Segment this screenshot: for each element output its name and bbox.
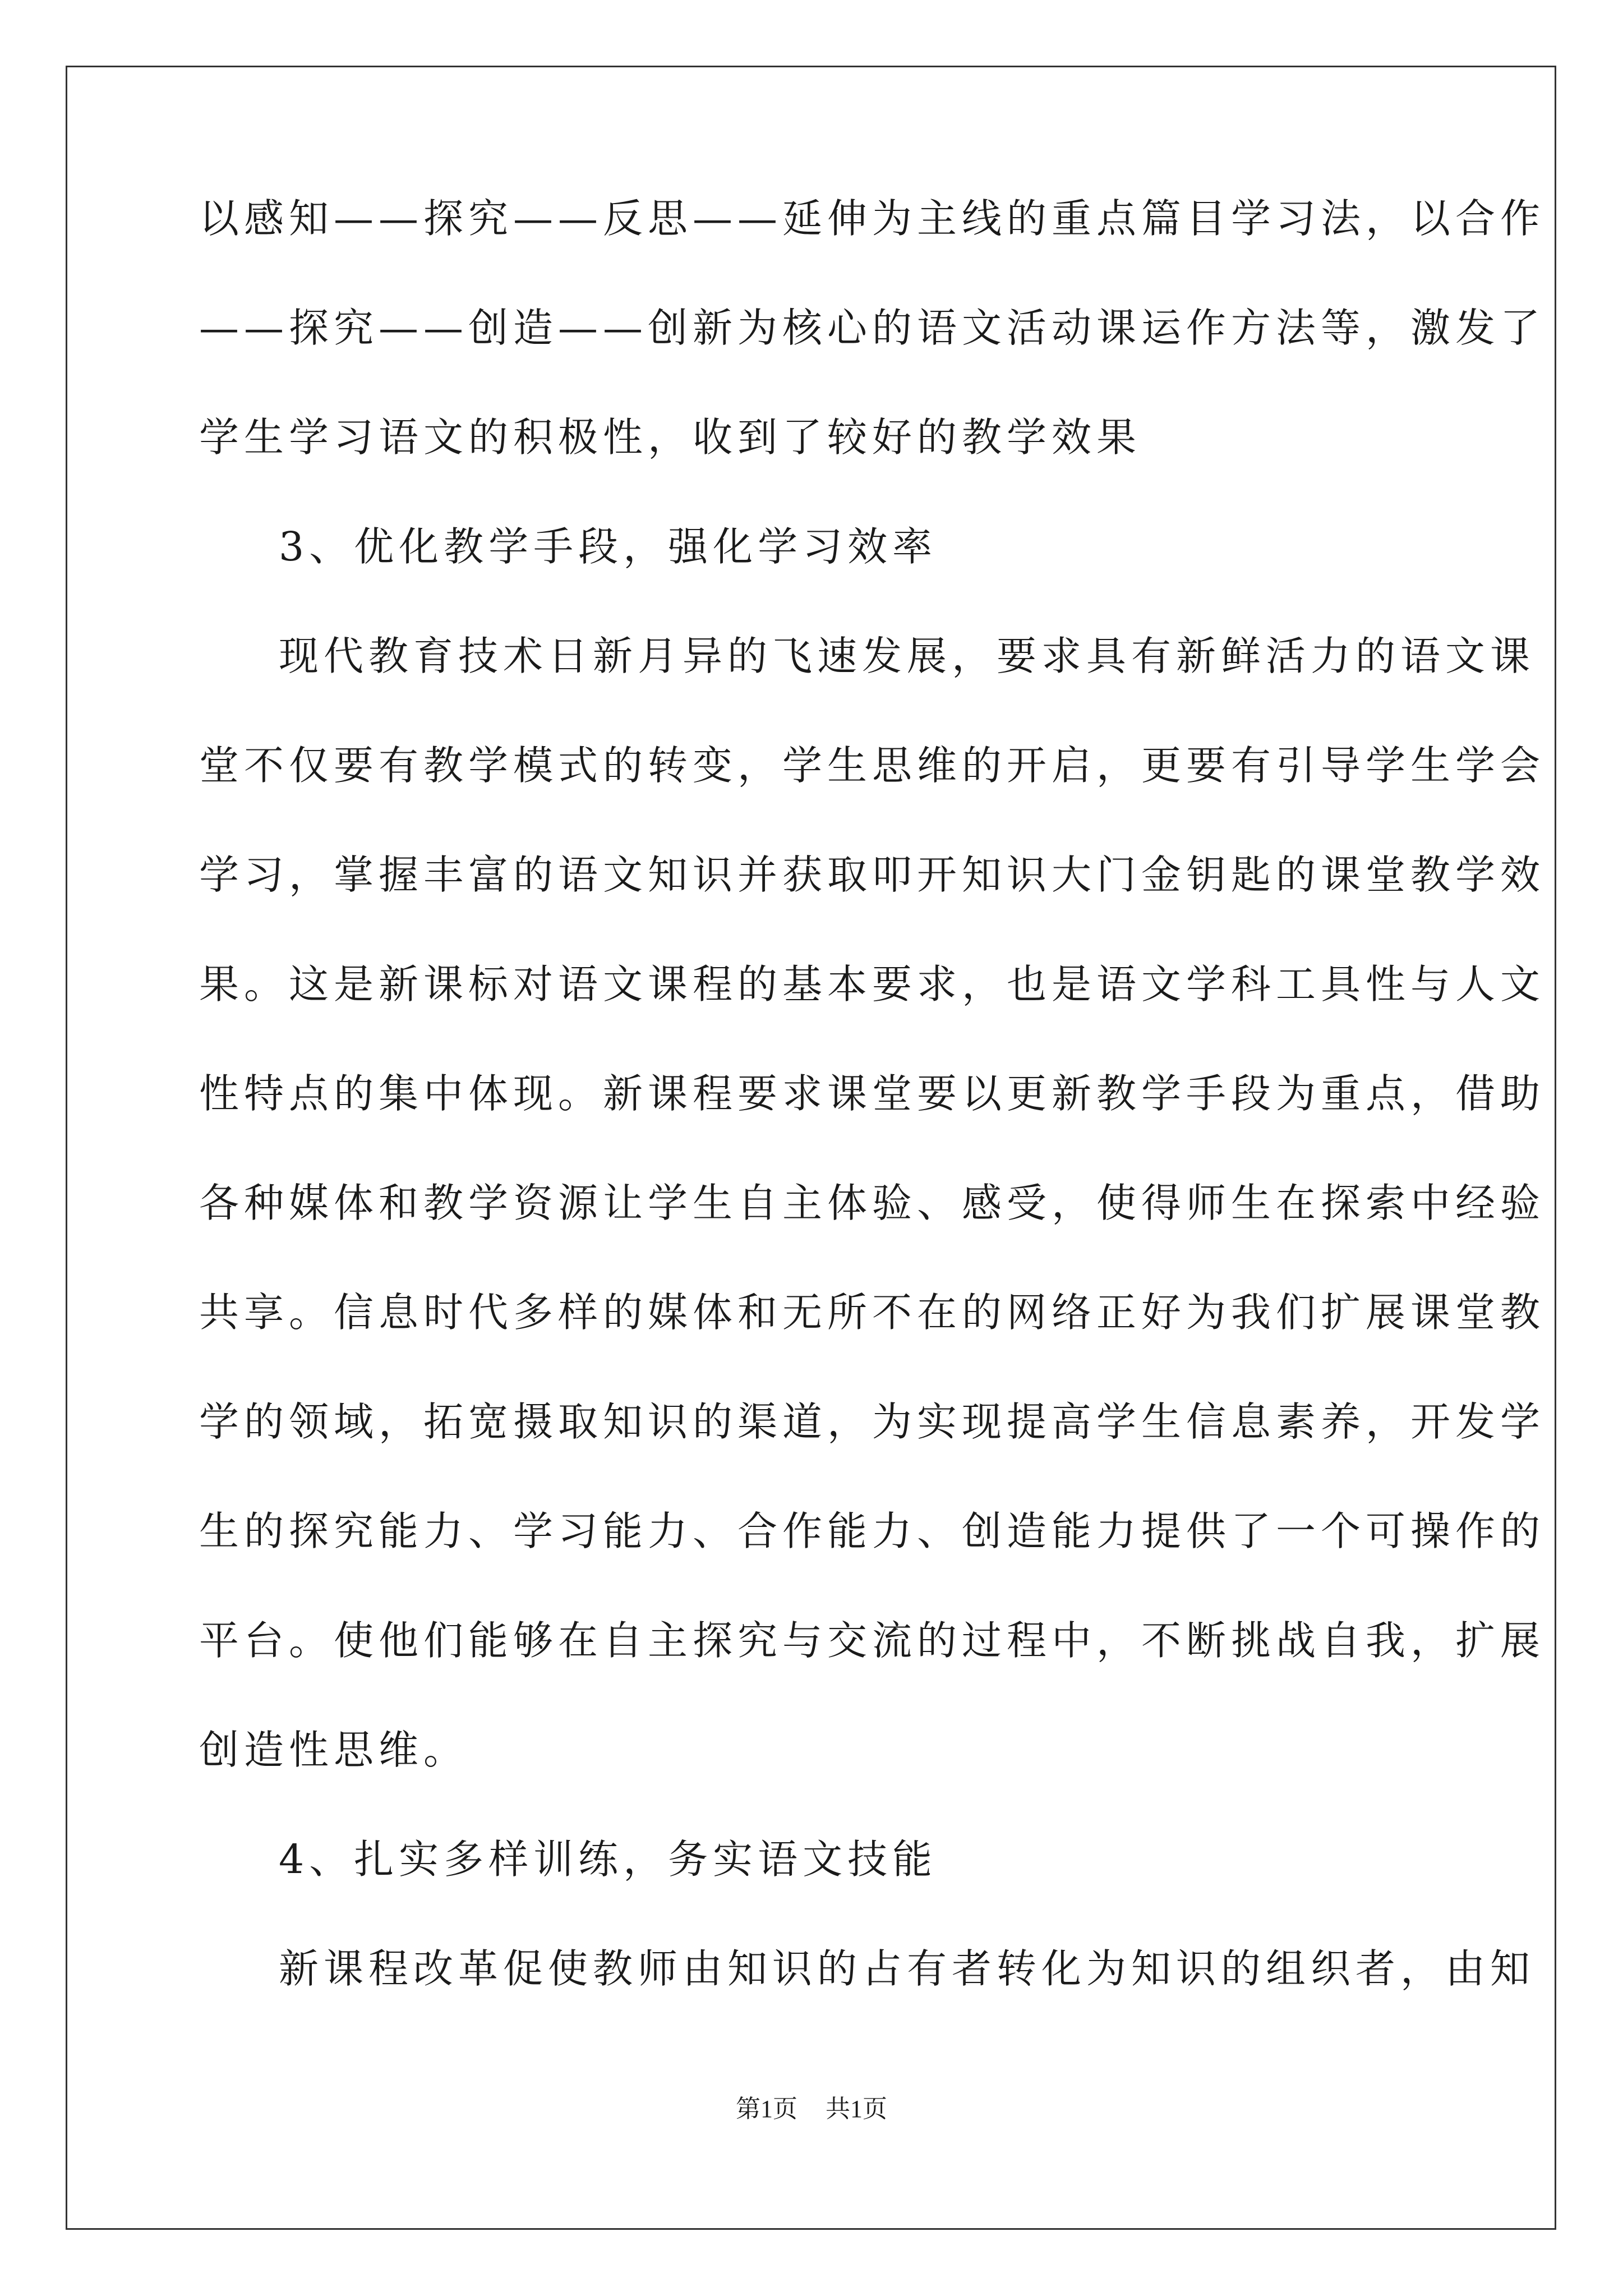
- page-number-total: 共1页: [826, 2095, 887, 2123]
- section-heading: 4、扎实多样训练，务实语文技能: [279, 1836, 938, 1883]
- text-line: 学的领域，拓宽摄取知识的渠道，为实现提高学生信息素养，开发学: [199, 1398, 1546, 1445]
- text-line: 共享。信息时代多样的媒体和无所不在的网络正好为我们扩展课堂教: [199, 1289, 1546, 1336]
- page-border: [66, 66, 1556, 2230]
- text-line: 堂不仅要有教学模式的转变，学生思维的开启，更要有引导学生学会: [199, 742, 1546, 789]
- text-line: 创造性思维。: [199, 1727, 469, 1773]
- text-line: 学生学习语文的积极性，收到了较好的教学效果: [199, 414, 1142, 461]
- text-line: 果。这是新课标对语文课程的基本要求，也是语文学科工具性与人文: [199, 961, 1546, 1007]
- text-line: 以感知——探究——反思——延伸为主线的重点篇目学习法，以合作: [199, 195, 1546, 242]
- page-footer: [0, 2092, 1623, 2126]
- text-line: ——探究——创造——创新为核心的语文活动课运作方法等，激发了: [199, 305, 1546, 351]
- page-number-current: 第1页: [736, 2095, 797, 2123]
- text-line: 生的探究能力、学习能力、合作能力、创造能力提供了一个可操作的: [199, 1508, 1546, 1554]
- text-line: 性特点的集中体现。新课程要求课堂要以更新教学手段为重点，借助: [199, 1070, 1546, 1117]
- text-line: 学习，掌握丰富的语文知识并获取叩开知识大门金钥匙的课堂教学效: [199, 852, 1546, 898]
- text-line: 各种媒体和教学资源让学生自主体验、感受，使得师生在探索中经验: [199, 1180, 1546, 1226]
- paragraph-start: 新课程改革促使教师由知识的占有者转化为知识的组织者，由知: [279, 1945, 1536, 1992]
- section-heading: 3、优化教学手段，强化学习效率: [279, 523, 938, 570]
- text-line: 平台。使他们能够在自主探究与交流的过程中，不断挑战自我，扩展: [199, 1617, 1546, 1664]
- paragraph-start: 现代教育技术日新月异的飞速发展，要求具有新鲜活力的语文课: [279, 633, 1536, 679]
